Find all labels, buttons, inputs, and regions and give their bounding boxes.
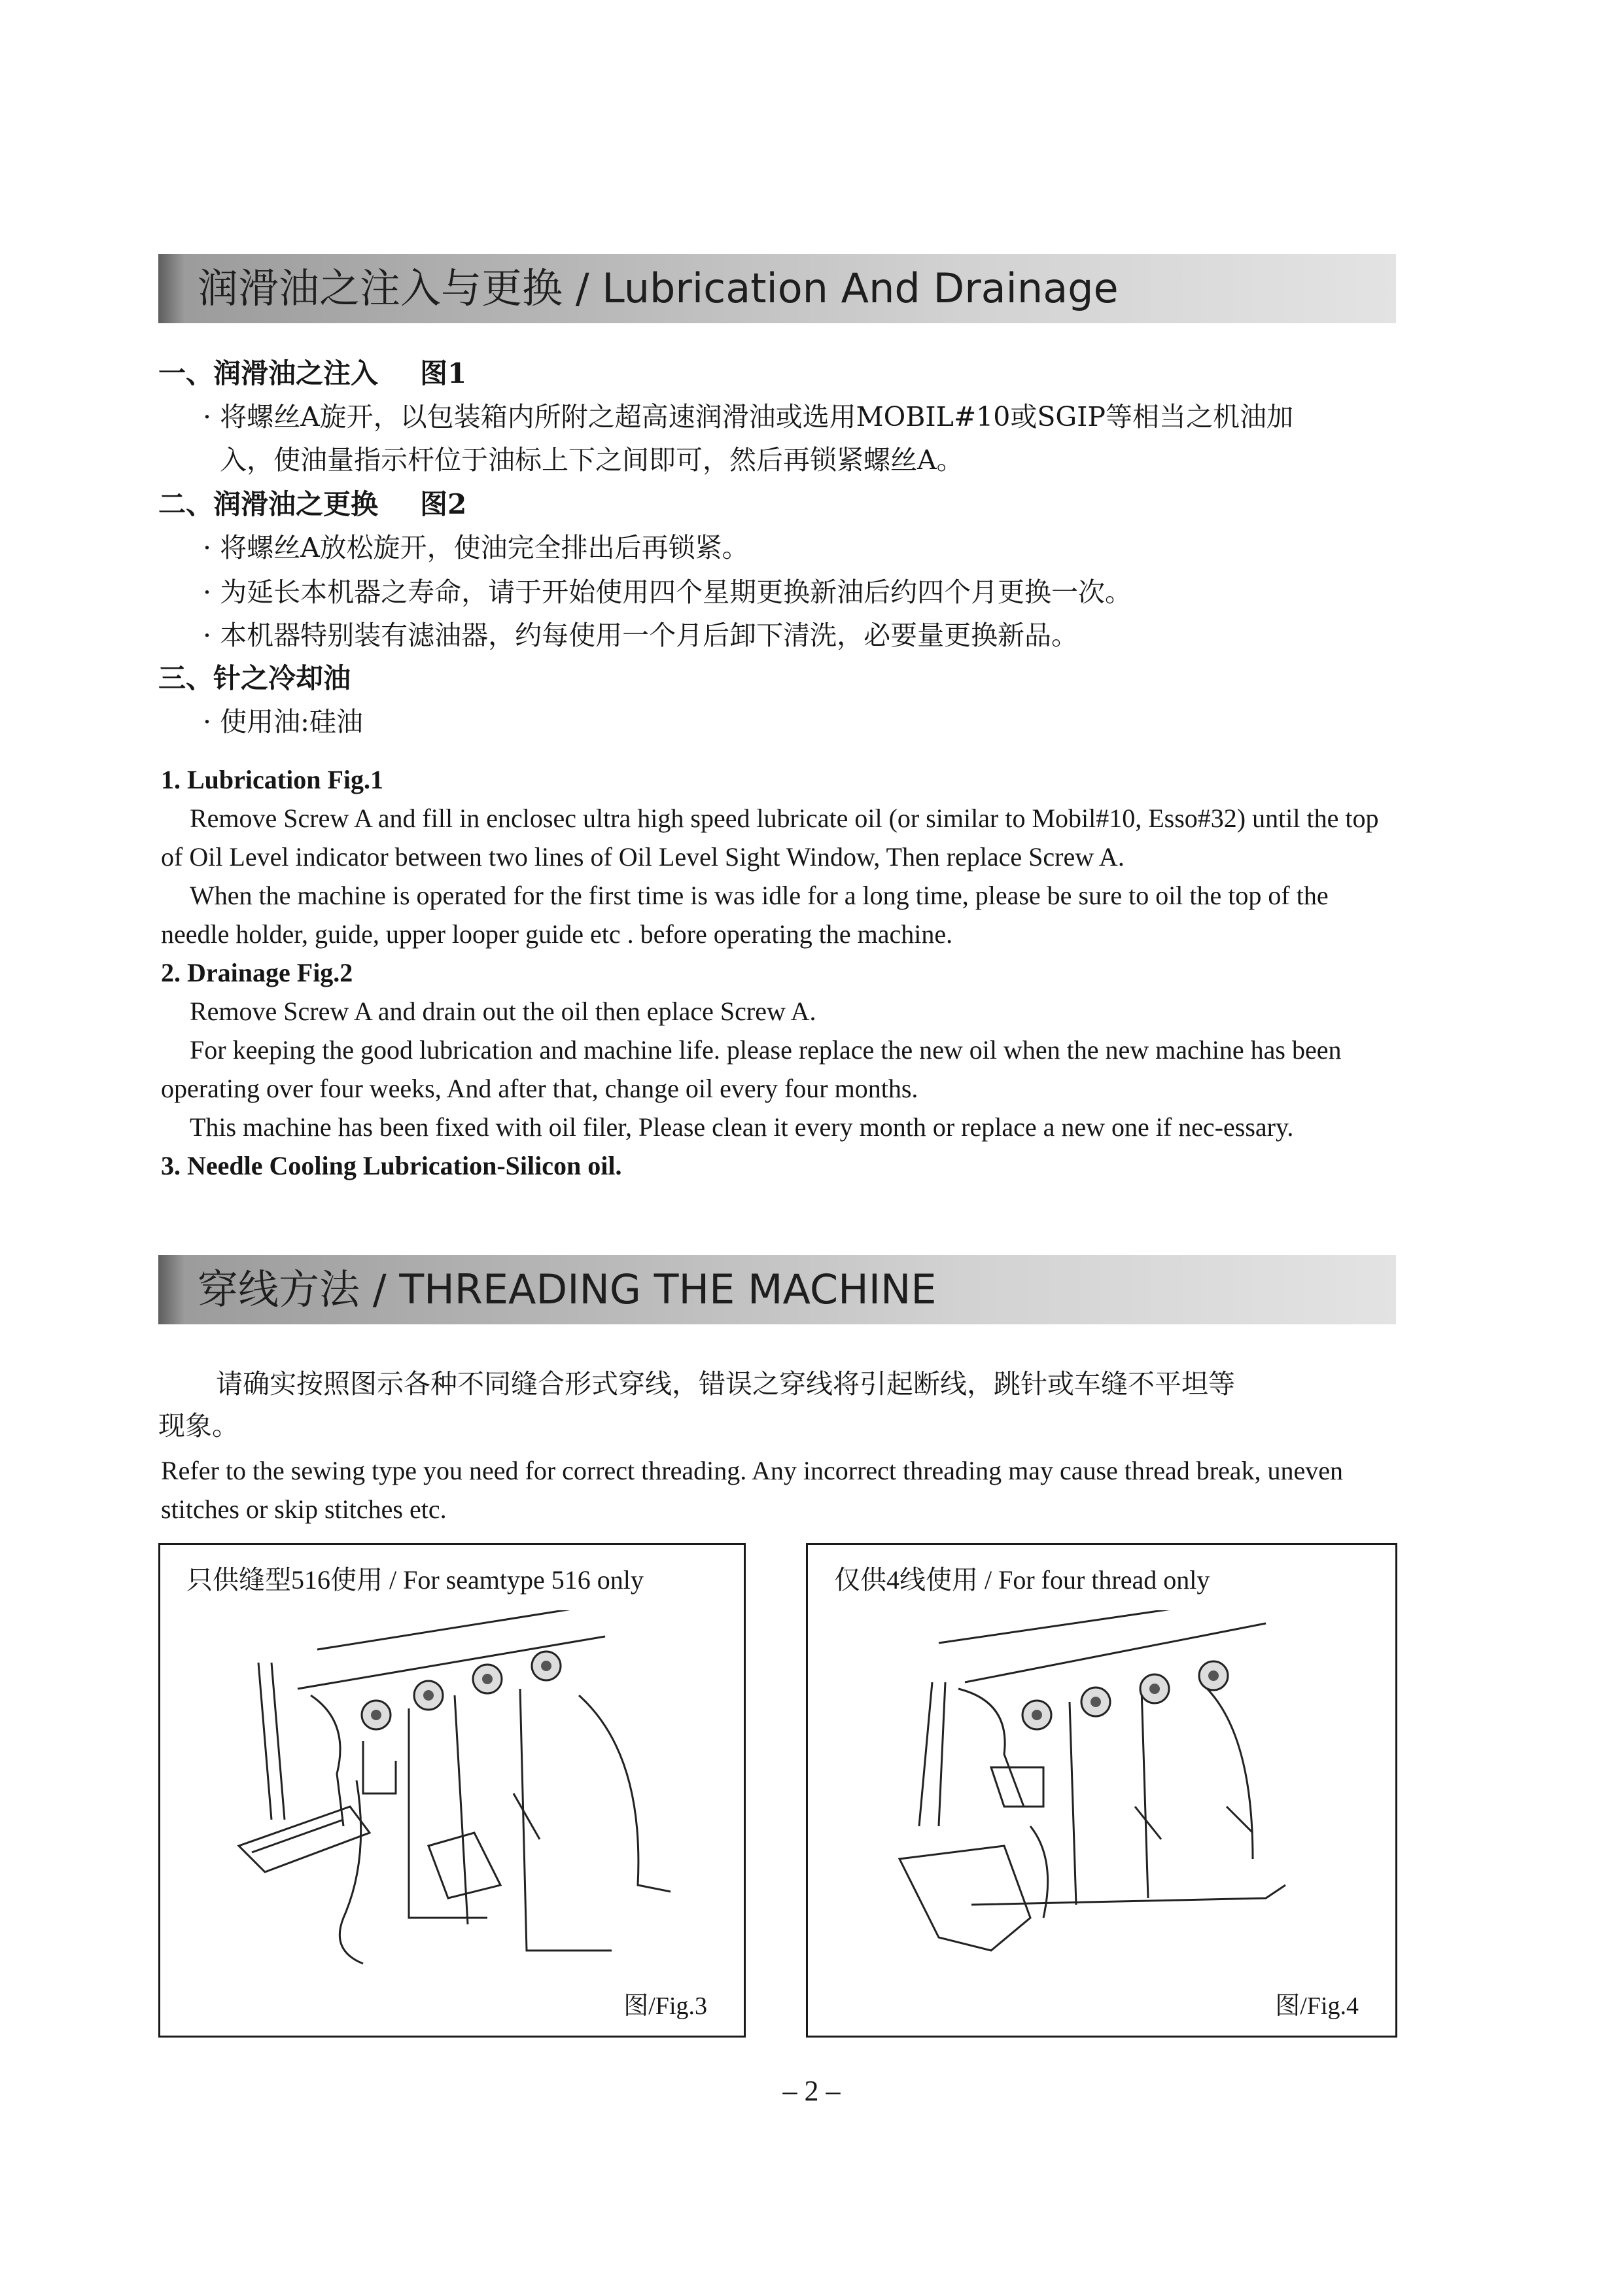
figure-3-threading-diagram xyxy=(213,1610,697,1977)
en-paragraph-4: For keeping the good lubrication and machine life. please replace the new oil when the new machine has been operating over four weeks, And after that, change oil every four months. xyxy=(161,1035,1342,1103)
figure-3-label: 图/Fig.3 xyxy=(623,1992,707,2020)
zh-heading-1-fig: 图1 xyxy=(420,357,467,389)
zh-heading-3: 三、针之冷却油 xyxy=(158,662,351,694)
section-banner-threading xyxy=(158,1255,1396,1324)
en-heading-3: 3. Needle Cooling Lubrication-Silicon oil. xyxy=(161,1151,622,1180)
threading-zh-line-a: 请确实按照图示各种不同缝合形式穿线，错误之穿线将引起断线，跳针或车缝不平坦等 xyxy=(216,1368,1235,1400)
threading-en-paragraph: Refer to the sewing type you need for correct threading. Any incorrect threading may cause thread break, uneven stitches or skip stitches etc. xyxy=(161,1456,1344,1524)
zh-paragraph-1a: · 将螺丝A旋开，以包装箱内所附之超高速润滑油或选用MOBIL#10或SGIP等相当之机油加 xyxy=(203,401,1293,433)
en-paragraph-3: Remove Screw A and drain out the oil then eplace Screw A. xyxy=(190,997,816,1026)
figure-3-caption: 只供缝型516使用 / For seamtype 516 only xyxy=(186,1565,644,1595)
zh-paragraph-2b: · 为延长本机器之寿命，请于开始使用四个星期更换新油后约四个月更换一次。 xyxy=(203,576,1132,608)
banner-shadow xyxy=(158,1255,184,1324)
figure-4-label: 图/Fig.4 xyxy=(1275,1992,1359,2020)
figure-3-box xyxy=(158,1543,746,2038)
figure-4-caption: 仅供4线使用 / For four thread only xyxy=(834,1565,1210,1595)
en-heading-1: 1. Lubrication Fig.1 xyxy=(161,765,384,794)
zh-paragraph-3: · 使用油:硅油 xyxy=(203,706,363,737)
zh-paragraph-2a: · 将螺丝A放松旋开，使油完全排出后再锁紧。 xyxy=(203,532,749,563)
zh-heading-1-text: 一、润滑油之注入 xyxy=(158,357,379,389)
en-paragraph-2: When the machine is operated for the first time is was idle for a long time, please be sure to oil the top of the needle holder, guide, upper looper guide etc . before operating the machine. xyxy=(161,881,1329,949)
section-title-threading: 穿线方法 / THREADING THE MACHINE xyxy=(198,1265,937,1313)
zh-heading-2-fig: 图2 xyxy=(420,488,467,520)
figure-4-threading-diagram xyxy=(860,1610,1344,1977)
english-lubrication-text xyxy=(161,760,1395,1185)
section-title-lubrication: 润滑油之注入与更换 / Lubrication And Drainage xyxy=(198,264,1119,312)
zh-heading-1 xyxy=(158,352,466,391)
en-paragraph-5: This machine has been fixed with oil filer, Please clean it every month or replace a new one if nec-essary. xyxy=(190,1112,1294,1142)
threading-zh-line-b: 现象。 xyxy=(158,1410,239,1441)
page-number: – 2 – xyxy=(782,2075,841,2107)
en-paragraph-1: Remove Screw A and fill in enclosec ultra high speed lubricate oil (or similar to Mobil#10, Esso#32) until the top of Oil Level indicator between two lines of Oil Level Sight Window, Then replace Screw A. xyxy=(161,804,1379,872)
zh-paragraph-2c: · 本机器特别装有滤油器，约每使用一个月后卸下清洗，必要量更换新品。 xyxy=(203,620,1079,651)
banner-shadow xyxy=(158,254,184,323)
figure-4-box xyxy=(806,1543,1397,2038)
en-heading-2: 2. Drainage Fig.2 xyxy=(161,958,353,987)
section-banner-lubrication xyxy=(158,254,1396,323)
zh-heading-2 xyxy=(158,483,466,522)
zh-paragraph-1b: 入，使油量指示杆位于油标上下之间即可，然后再锁紧螺丝A。 xyxy=(220,444,964,476)
zh-heading-2-text: 二、润滑油之更换 xyxy=(158,488,379,520)
threading-english-text xyxy=(161,1451,1395,1528)
